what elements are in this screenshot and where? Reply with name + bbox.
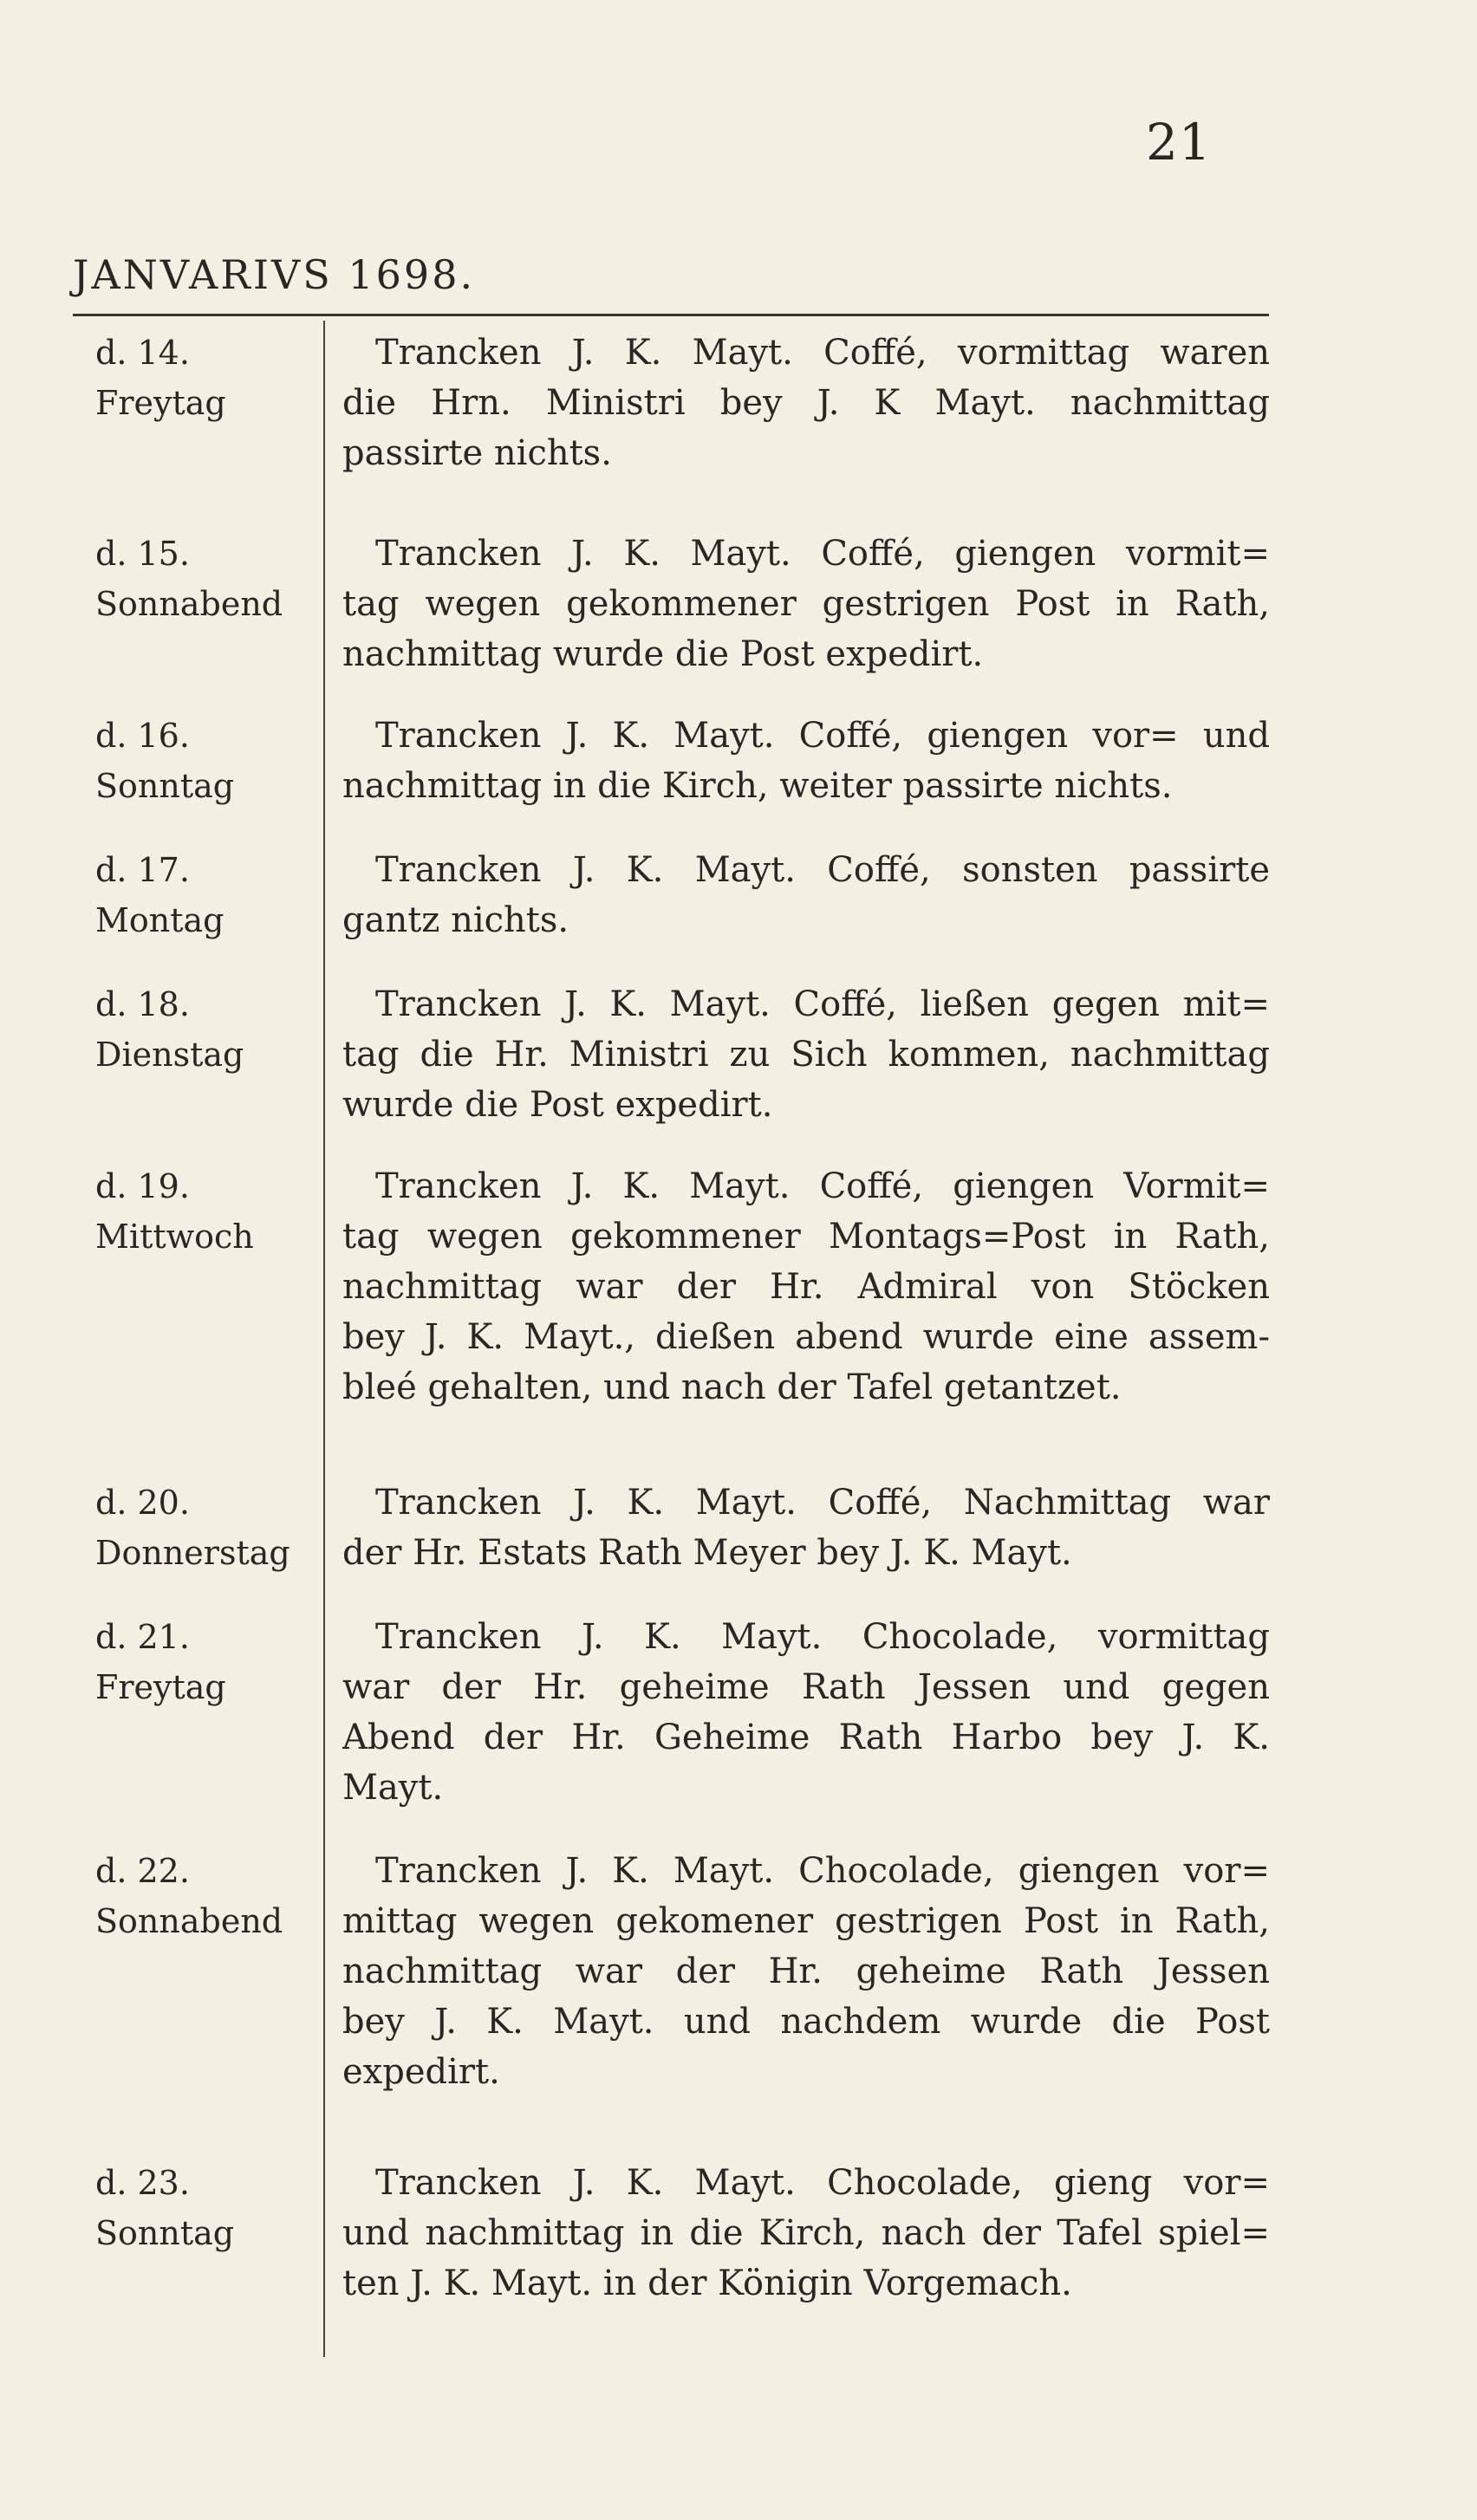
entry-text-line: gantz nichts. (342, 900, 569, 940)
entry-text-line: Trancken J. K. Mayt. Coffé, vormittag waren (375, 333, 1270, 373)
entry-text-line: der Hr. Estats Rath Meyer bey J. K. Mayt. (342, 1533, 1072, 1573)
entry-text-line: ten J. K. Mayt. in der Königin Vorgemach. (342, 2263, 1072, 2303)
entry-date-column (95, 711, 312, 811)
entry-text (342, 979, 1270, 1130)
entry-text-line: Trancken J. K. Mayt. Coffé, giengen Vormit= (375, 1166, 1270, 1206)
entry-text-line: Trancken J. K. Mayt. Coffé, ließen gegen mit= (375, 984, 1270, 1024)
entry-text (342, 1161, 1270, 1413)
entry-date: d. 19. (95, 1167, 190, 1205)
entry-date-column (95, 1478, 312, 1578)
entry-text-line: Trancken J. K. Mayt. Chocolade, vormittag (375, 1617, 1270, 1657)
entry-weekday: Donnerstag (95, 1534, 290, 1572)
entry-weekday: Sonnabend (95, 1902, 283, 1940)
header-rule (73, 314, 1269, 316)
entry-date: d. 15. (95, 535, 190, 573)
entry-text (342, 328, 1270, 478)
entry-text-line: bey J. K. Mayt. und nachdem wurde die Post (342, 2002, 1270, 2042)
entry-text-line: Trancken J. K. Mayt. Chocolade, giengen vor= (375, 1851, 1270, 1891)
entry-text-line: bleé gehalten, und nach der Tafel getantzet. (342, 1367, 1122, 1407)
entry-date: d. 20. (95, 1484, 190, 1522)
entry-text (342, 1612, 1270, 1813)
entry-text-line: Trancken J. K. Mayt. Coffé, giengen vormit= (375, 534, 1270, 574)
entry-date: d. 17. (95, 851, 190, 889)
entry-text (342, 845, 1270, 945)
entry-text-line: expedirt. (342, 2052, 500, 2092)
entry-date: d. 14. (95, 334, 190, 372)
entry-text-line: nachmittag war der Hr. Admiral von Stöcken (342, 1267, 1270, 1307)
entry-text (342, 1478, 1270, 1578)
entry-text (342, 711, 1270, 811)
entry-text-line: Trancken J. K. Mayt. Coffé, Nachmittag war (375, 1483, 1270, 1523)
entry-date: d. 23. (95, 2164, 190, 2202)
entry-weekday: Freytag (95, 384, 226, 422)
entry-text-line: die Hrn. Ministri bey J. K Mayt. nachmittag (342, 383, 1270, 423)
entry-text-line: tag wegen gekommener Montags=Post in Rath, (342, 1217, 1270, 1257)
entry-date: d. 18. (95, 985, 190, 1023)
entry-text-line: mittag wegen gekomener gestrigen Post in Rath, (342, 1901, 1270, 1941)
entry-text-line: war der Hr. geheime Rath Jessen und gegen (342, 1667, 1270, 1707)
entry-weekday: Montag (95, 901, 224, 939)
entry-weekday: Sonntag (95, 2214, 235, 2252)
entry-weekday: Sonntag (95, 767, 235, 805)
entry-date-column (95, 1612, 312, 1712)
entry-text-line: tag wegen gekommener gestrigen Post in Rath, (342, 584, 1270, 624)
entry-weekday: Dienstag (95, 1036, 244, 1074)
entry-text-line: nachmittag wurde die Post expedirt. (342, 634, 984, 674)
entry-date-column (95, 845, 312, 945)
page-number: 21 (1146, 113, 1212, 172)
entry-text-line: tag die Hr. Ministri zu Sich kommen, nachmittag (342, 1035, 1270, 1075)
entry-weekday: Mittwoch (95, 1218, 254, 1256)
entry-text-line: wurde die Post expedirt. (342, 1085, 773, 1125)
entry-weekday: Sonnabend (95, 585, 283, 623)
entry-text-line: Trancken J. K. Mayt. Chocolade, gieng vor= (375, 2163, 1270, 2203)
entry-text-line: bey J. K. Mayt., dießen abend wurde eine assem- (342, 1317, 1270, 1357)
entry-date-column (95, 529, 312, 629)
entry-date: d. 22. (95, 1852, 190, 1890)
entry-text-line: Abend der Hr. Geheime Rath Harbo bey J. K. (342, 1718, 1270, 1757)
entry-text-line: nachmittag war der Hr. geheime Rath Jessen (342, 1952, 1270, 1991)
entry-text-line: passirte nichts. (342, 433, 612, 473)
entry-date-column (95, 1161, 312, 1262)
entry-text-line: Mayt. (342, 1768, 444, 1808)
entry-text (342, 2158, 1270, 2309)
entry-date: d. 16. (95, 717, 190, 755)
entry-weekday: Freytag (95, 1668, 226, 1706)
entry-date-column (95, 1846, 312, 1946)
entry-date-column (95, 979, 312, 1080)
entry-text-line: nachmittag in die Kirch, weiter passirte nichts. (342, 766, 1173, 806)
entry-date-column (95, 2158, 312, 2258)
entry-date-column (95, 328, 312, 428)
entry-text (342, 529, 1270, 679)
entry-date: d. 21. (95, 1618, 190, 1656)
entry-text-line: Trancken J. K. Mayt. Coffé, sonsten passirte (375, 850, 1270, 890)
entry-text-line: Trancken J. K. Mayt. Coffé, giengen vor= und (375, 716, 1270, 756)
entry-text (342, 1846, 1270, 2097)
column-divider (323, 321, 325, 2357)
running-head: JANVARIVS 1698. (73, 251, 476, 298)
entry-text-line: und nachmittag in die Kirch, nach der Tafel spiel= (342, 2213, 1270, 2253)
